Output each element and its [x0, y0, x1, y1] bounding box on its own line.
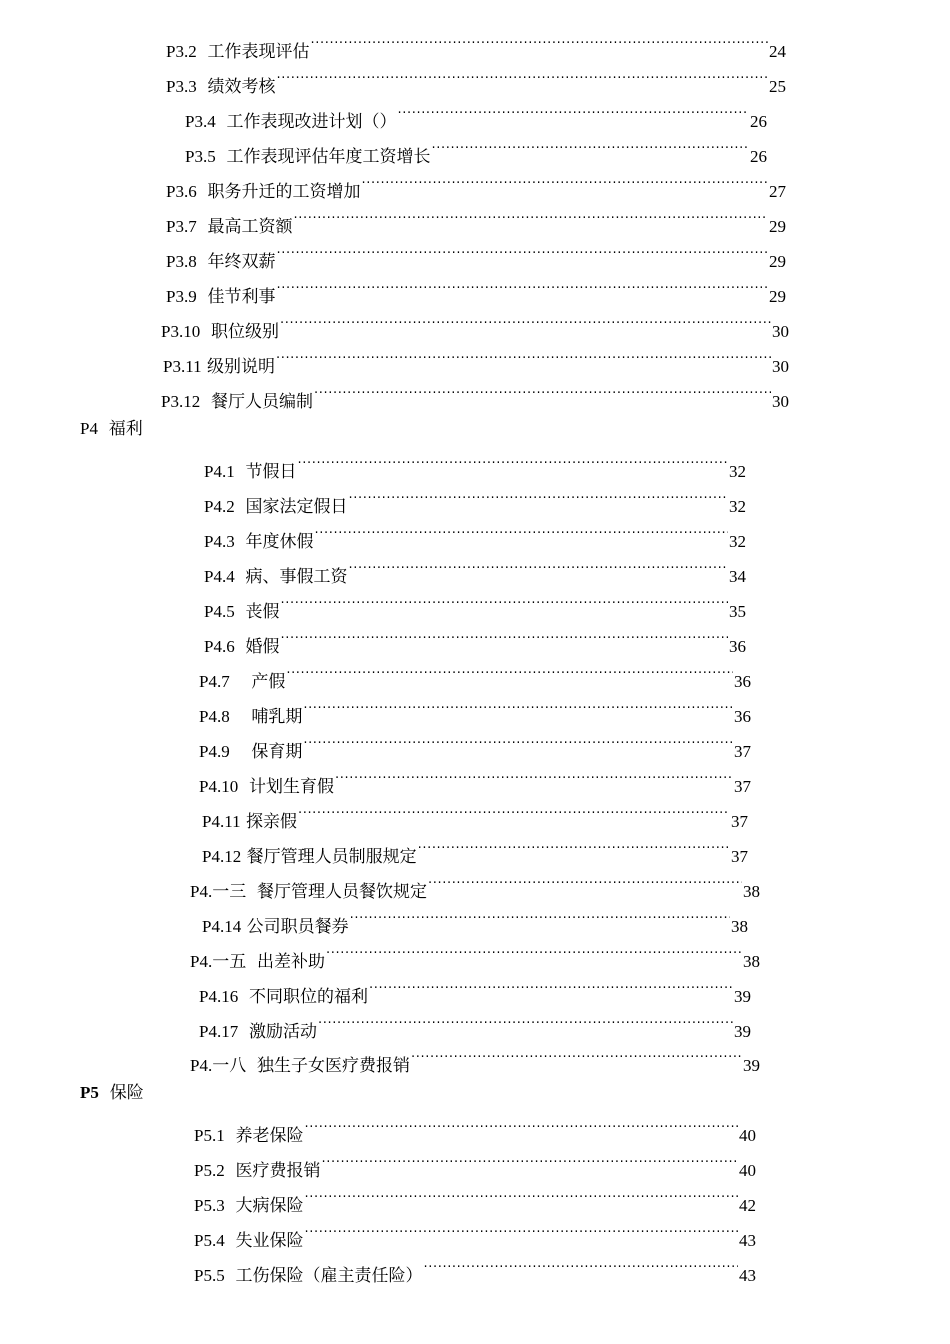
- toc-entry: [190, 1045, 760, 1076]
- entry-page: 38: [743, 882, 760, 901]
- entry-page: 34: [729, 567, 746, 586]
- toc-entry: [166, 66, 786, 97]
- entry-title: 餐厅管理人员餐饮规定: [257, 882, 428, 902]
- entry-number: P3.10: [161, 322, 201, 341]
- dot-leader: [350, 906, 730, 932]
- dot-leader: [286, 661, 733, 687]
- entry-page: 37: [734, 777, 751, 796]
- toc-entry: [161, 311, 789, 342]
- toc-entry: [190, 941, 760, 972]
- dot-leader: [281, 626, 728, 652]
- dot-leader: [311, 31, 768, 57]
- toc-entry: [161, 381, 789, 412]
- entry-number: P3.12: [161, 392, 201, 411]
- entry-number: P4.4: [204, 567, 235, 586]
- entry-number: P3.5: [185, 147, 216, 166]
- entry-page: 25: [769, 77, 786, 96]
- dot-leader: [280, 311, 771, 337]
- entry-page: 32: [729, 462, 746, 481]
- entry-number: P3.4: [185, 112, 216, 131]
- entry-title: 医疗费报销: [235, 1161, 321, 1181]
- dot-leader: [314, 381, 771, 407]
- toc-entry: [166, 171, 786, 202]
- entry-number: P4.7: [199, 672, 230, 691]
- entry-title: 佳节利事: [207, 287, 276, 307]
- entry-title: 年终双薪: [207, 252, 276, 272]
- entry-page: 29: [769, 287, 786, 306]
- entry-number: P4.12: [202, 847, 242, 866]
- dot-leader: [303, 731, 733, 757]
- entry-page: 42: [739, 1196, 756, 1215]
- entry-number: P3.7: [166, 217, 197, 236]
- toc-entry: [163, 346, 789, 377]
- entry-title: 工伤保险（雇主责任险）: [235, 1266, 423, 1286]
- entry-number: P3.6: [166, 182, 197, 201]
- entry-title: 职务升迁的工资增加: [207, 182, 361, 202]
- dot-leader: [305, 1185, 738, 1211]
- entry-page: 37: [731, 812, 748, 831]
- entry-title: 独生子女医疗费报销: [257, 1056, 411, 1076]
- dot-leader: [303, 696, 733, 722]
- entry-title: 工作表现评估: [207, 42, 310, 62]
- toc-entry: [199, 766, 751, 797]
- toc-entry: [202, 836, 748, 867]
- entry-number: P5.5: [194, 1266, 225, 1285]
- toc-entry: [194, 1255, 756, 1286]
- entry-page: 35: [729, 602, 746, 621]
- entry-page: 26: [750, 112, 767, 131]
- entry-number: P4.2: [204, 497, 235, 516]
- toc-entry: [199, 1011, 751, 1042]
- entry-page: 30: [772, 322, 789, 341]
- toc-entry: [166, 276, 786, 307]
- dot-leader: [349, 486, 728, 512]
- entry-title: 不同职位的福利: [249, 987, 369, 1007]
- toc-entry: [194, 1115, 756, 1146]
- dot-leader: [326, 941, 742, 967]
- entry-title: 哺乳期: [251, 707, 303, 727]
- entry-number: P4.11: [202, 812, 241, 831]
- entry-number: P4.3: [204, 532, 235, 551]
- dot-leader: [277, 66, 768, 92]
- entry-title: 工作表现改进计划（）: [226, 112, 397, 132]
- dot-leader: [362, 171, 768, 197]
- dot-leader: [398, 101, 749, 127]
- entry-page: 30: [772, 392, 789, 411]
- entry-number: P5.4: [194, 1231, 225, 1250]
- toc-entry: [199, 976, 751, 1007]
- entry-page: 36: [734, 707, 751, 726]
- toc-entry: [204, 556, 746, 587]
- entry-title: 病、事假工资: [245, 567, 348, 587]
- entry-page: 40: [739, 1126, 756, 1145]
- dot-leader: [281, 591, 728, 617]
- section-number: P5: [80, 1083, 99, 1102]
- entry-title: 养老保险: [235, 1126, 304, 1146]
- entry-page: 43: [739, 1266, 756, 1285]
- dot-leader: [298, 451, 728, 477]
- entry-number: P5.2: [194, 1161, 225, 1180]
- entry-title: 出差补助: [257, 952, 326, 972]
- entry-number: P4.8: [199, 707, 230, 726]
- entry-title: 失业保险: [235, 1231, 304, 1251]
- entry-page: 32: [729, 532, 746, 551]
- dot-leader: [349, 556, 728, 582]
- toc-entry: [166, 31, 786, 62]
- entry-page: 43: [739, 1231, 756, 1250]
- toc-entry: [199, 696, 751, 727]
- entry-title: 保育期: [251, 742, 303, 762]
- entry-page: 39: [734, 987, 751, 1006]
- entry-number: P4.1: [204, 462, 235, 481]
- entry-number: P4.一三: [190, 882, 247, 901]
- entry-page: 32: [729, 497, 746, 516]
- toc-entry: [199, 661, 751, 692]
- entry-page: 29: [769, 252, 786, 271]
- dot-leader: [411, 1045, 742, 1071]
- entry-title: 工作表现评估年度工资增长: [226, 147, 431, 167]
- toc-entry: [190, 871, 760, 902]
- entry-page: 39: [743, 1056, 760, 1075]
- entry-number: P4.16: [199, 987, 239, 1006]
- entry-title: 计划生育假: [249, 777, 335, 797]
- dot-leader: [424, 1255, 738, 1281]
- dot-leader: [418, 836, 730, 862]
- dot-leader: [432, 136, 749, 162]
- dot-leader: [318, 1011, 733, 1037]
- entry-page: 37: [731, 847, 748, 866]
- entry-title: 婚假: [245, 637, 280, 657]
- entry-page: 29: [769, 217, 786, 236]
- entry-title: 激励活动: [249, 1022, 318, 1042]
- entry-number: P4.5: [204, 602, 235, 621]
- entry-title: 公司职员餐券: [246, 917, 349, 937]
- entry-page: 36: [729, 637, 746, 656]
- toc-entry: [194, 1150, 756, 1181]
- toc-entry: [204, 486, 746, 517]
- entry-title: 最高工资额: [207, 217, 293, 237]
- entry-title: 探亲假: [245, 812, 297, 832]
- entry-page: 24: [769, 42, 786, 61]
- entry-number: P4.一八: [190, 1056, 247, 1075]
- dot-leader: [322, 1150, 738, 1176]
- entry-page: 30: [772, 357, 789, 376]
- toc-entry: [166, 206, 786, 237]
- entry-page: 26: [750, 147, 767, 166]
- entry-number: P5.1: [194, 1126, 225, 1145]
- dot-leader: [369, 976, 733, 1002]
- entry-page: 27: [769, 182, 786, 201]
- toc-entry: [204, 626, 746, 657]
- toc-entry: [166, 241, 786, 272]
- entry-title: 年度休假: [245, 532, 314, 552]
- dot-leader: [305, 1220, 738, 1246]
- toc-entry: [185, 136, 767, 167]
- entry-title: 餐厅人员编制: [211, 392, 314, 412]
- dot-leader: [276, 346, 771, 372]
- entry-number: P3.9: [166, 287, 197, 306]
- toc-entry: [204, 521, 746, 552]
- section-title: 福利: [108, 419, 143, 439]
- toc-entry: [202, 906, 748, 937]
- section-title: 保险: [109, 1083, 144, 1103]
- entry-title: 国家法定假日: [245, 497, 348, 517]
- dot-leader: [294, 206, 768, 232]
- section-number: P4: [80, 419, 98, 438]
- entry-title: 绩效考核: [207, 77, 276, 97]
- entry-page: 38: [743, 952, 760, 971]
- entry-number: P4.6: [204, 637, 235, 656]
- toc-entry: [194, 1185, 756, 1216]
- entry-title: 级别说明: [206, 357, 275, 377]
- toc-entry: [199, 731, 751, 762]
- entry-number: P4.14: [202, 917, 242, 936]
- dot-leader: [335, 766, 733, 792]
- entry-title: 产假: [251, 672, 286, 692]
- entry-number: P5.3: [194, 1196, 225, 1215]
- dot-leader: [428, 871, 742, 897]
- entry-page: 39: [734, 1022, 751, 1041]
- toc-entry: [204, 591, 746, 622]
- entry-number: P3.8: [166, 252, 197, 271]
- toc-entry: [204, 451, 746, 482]
- entry-page: 40: [739, 1161, 756, 1180]
- entry-page: 38: [731, 917, 748, 936]
- entry-number: P4.17: [199, 1022, 239, 1041]
- entry-title: 职位级别: [211, 322, 280, 342]
- entry-number: P3.2: [166, 42, 197, 61]
- section-heading-p5: [80, 1080, 144, 1106]
- dot-leader: [305, 1115, 738, 1141]
- dot-leader: [277, 276, 768, 302]
- toc-entry: [185, 101, 767, 132]
- entry-title: 餐厅管理人员制服规定: [246, 847, 417, 867]
- dot-leader: [315, 521, 728, 547]
- entry-page: 36: [734, 672, 751, 691]
- entry-title: 节假日: [245, 462, 297, 482]
- entry-number: P3.11: [163, 357, 202, 376]
- toc-entry: [202, 801, 748, 832]
- toc-entry: [194, 1220, 756, 1251]
- section-heading-p4: [80, 416, 143, 442]
- entry-number: P3.3: [166, 77, 197, 96]
- dot-leader: [277, 241, 768, 267]
- entry-title: 大病保险: [235, 1196, 304, 1216]
- entry-number: P4.一五: [190, 952, 247, 971]
- entry-number: P4.9: [199, 742, 230, 761]
- entry-number: P4.10: [199, 777, 239, 796]
- dot-leader: [298, 801, 730, 827]
- entry-page: 37: [734, 742, 751, 761]
- entry-title: 丧假: [245, 602, 280, 622]
